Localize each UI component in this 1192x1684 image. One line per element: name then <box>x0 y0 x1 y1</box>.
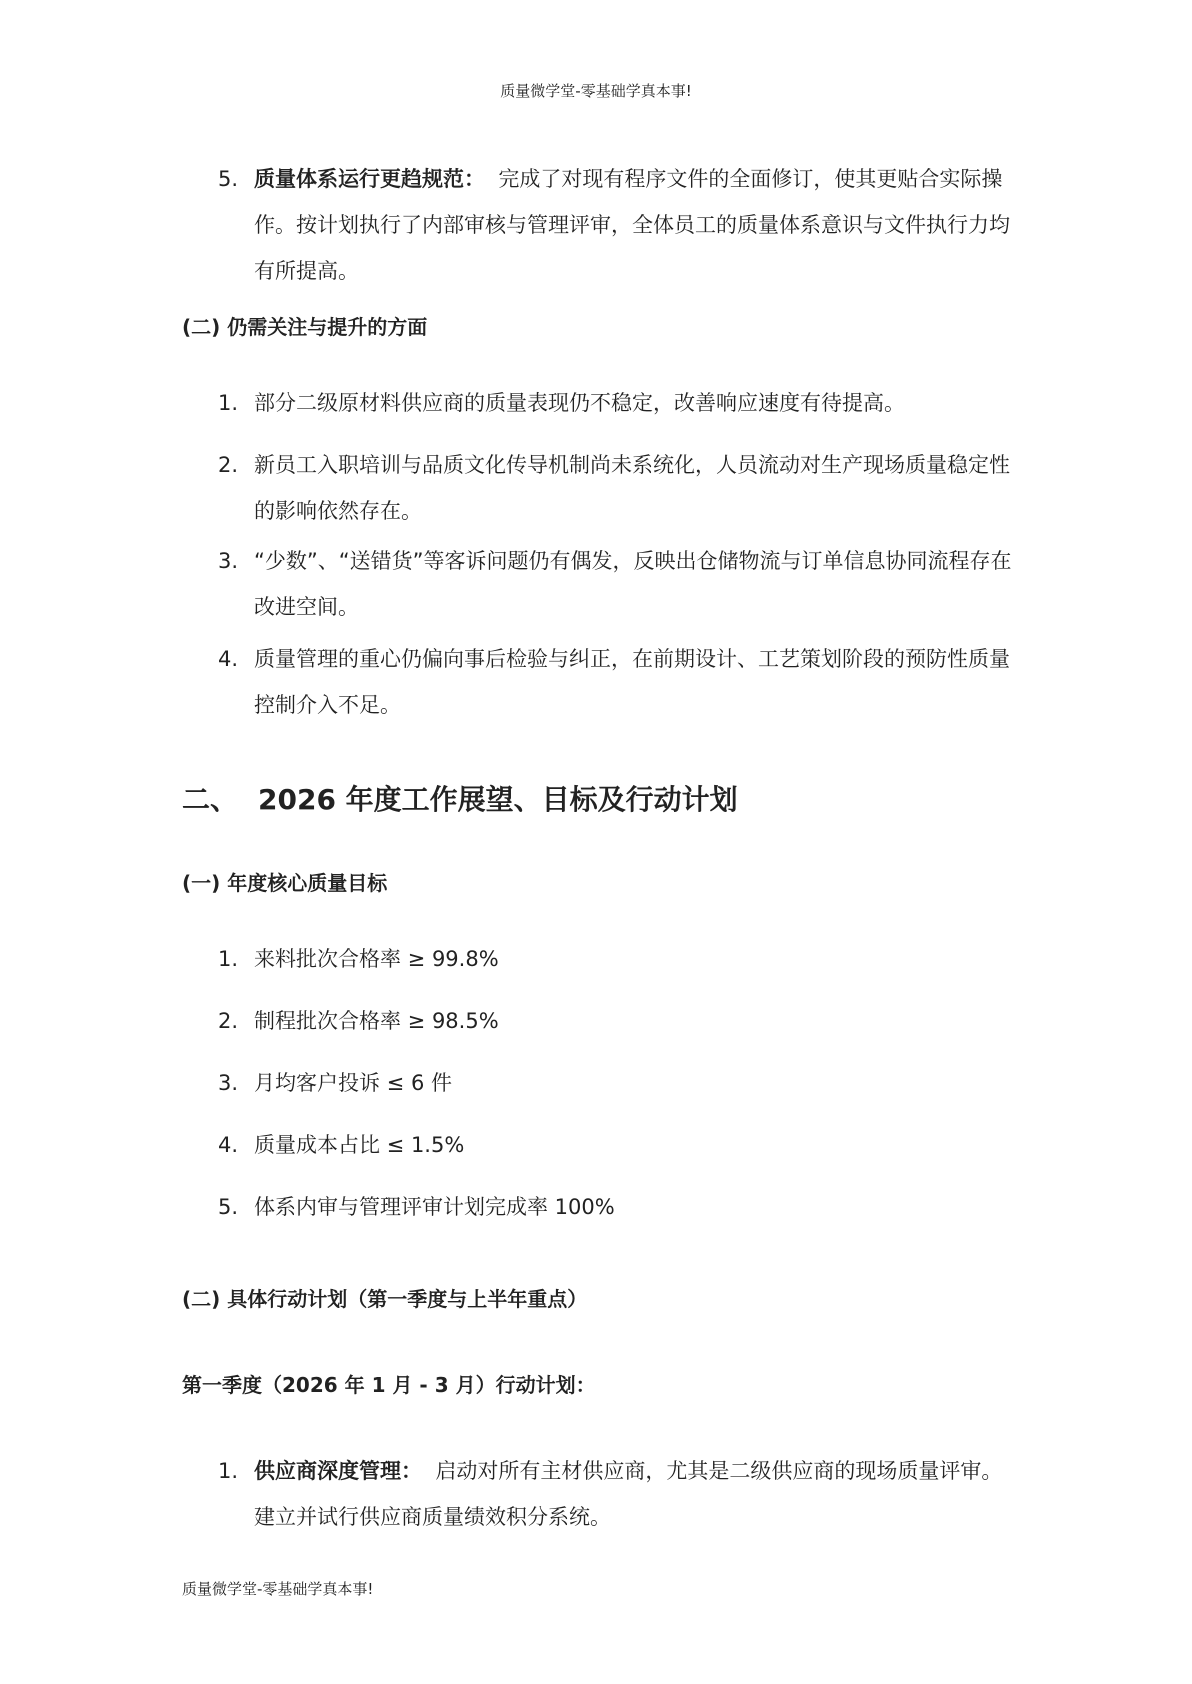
list-item-attention-1 <box>218 380 1018 426</box>
list-number: 2. <box>218 1009 239 1033</box>
list-item-goal-4 <box>218 1130 1018 1160</box>
list-number: 1. <box>218 947 239 971</box>
list-item-attention-4 <box>218 636 1018 728</box>
list-text <box>254 156 1014 294</box>
list-number: 4. <box>218 647 239 671</box>
list-number: 1. <box>218 1459 239 1483</box>
list-text: 制程批次合格率 ≥ 98.5% <box>254 1009 499 1033</box>
q1-plan-heading: 第一季度（2026 年 1 月 - 3 月）行动计划： <box>182 1373 596 1397</box>
list-item-system-standardized <box>218 156 1018 294</box>
list-number: 1. <box>218 391 239 415</box>
section-number: 二、 <box>182 783 239 816</box>
list-text: 质量管理的重心仍偏向事后检验与纠正，在前期设计、工艺策划阶段的预防性质量控制介入不足。 <box>254 647 1010 717</box>
list-item-body: 启动对所有主材供应商，尤其是二级供应商的现场质量评审。建立并试行供应商质量绩效积分系统。 <box>254 1459 1003 1529</box>
list-number: 5. <box>218 1195 239 1219</box>
list-number: 3. <box>218 1071 239 1095</box>
list-item-goal-3 <box>218 1068 1018 1098</box>
list-text: 部分二级原材料供应商的质量表现仍不稳定，改善响应速度有待提高。 <box>254 391 905 415</box>
list-text <box>254 1448 1014 1540</box>
list-item-body: 完成了对现有程序文件的全面修订，使其更贴合实际操作。按计划执行了内部审核与管理评审，全体员工的质量体系意识与文件执行力均有所提高。 <box>254 167 1010 283</box>
list-item-goal-2 <box>218 1006 1018 1036</box>
list-text: 体系内审与管理评审计划完成率 100% <box>254 1195 615 1219</box>
list-item-attention-2 <box>218 442 1018 534</box>
list-item-title: 质量体系运行更趋规范： <box>254 167 485 191</box>
page-header: 质量微学堂-零基础学真本事! <box>500 82 692 100</box>
subsection-heading-attention: (二) 仍需关注与提升的方面 <box>182 315 428 339</box>
list-number: 3. <box>218 549 239 573</box>
list-text: 来料批次合格率 ≥ 99.8% <box>254 947 499 971</box>
list-number: 2. <box>218 453 239 477</box>
list-item-attention-3 <box>218 538 1018 630</box>
list-text: 质量成本占比 ≤ 1.5% <box>254 1133 465 1157</box>
section-title <box>182 780 738 820</box>
list-text: 月均客户投诉 ≤ 6 件 <box>254 1071 452 1095</box>
list-text: 新员工入职培训与品质文化传导机制尚未系统化，人员流动对生产现场质量稳定性的影响依然存在。 <box>254 453 1010 523</box>
list-number: 4. <box>218 1133 239 1157</box>
page-footer: 质量微学堂-零基础学真本事! <box>182 1580 374 1598</box>
list-item-plan-1 <box>218 1448 1018 1540</box>
list-item-title: 供应商深度管理： <box>254 1459 422 1483</box>
list-number: 5. <box>218 167 239 191</box>
section-title-text: 2026 年度工作展望、目标及行动计划 <box>258 783 738 816</box>
list-text: “少数”、“送错货”等客诉问题仍有偶发，反映出仓储物流与订单信息协同流程存在改进空间。 <box>254 549 1012 619</box>
subsection-heading-plan: (二) 具体行动计划（第一季度与上半年重点） <box>182 1287 588 1311</box>
list-item-goal-5 <box>218 1192 1018 1222</box>
list-item-goal-1 <box>218 944 1018 974</box>
subsection-heading-goals: (一) 年度核心质量目标 <box>182 871 388 895</box>
